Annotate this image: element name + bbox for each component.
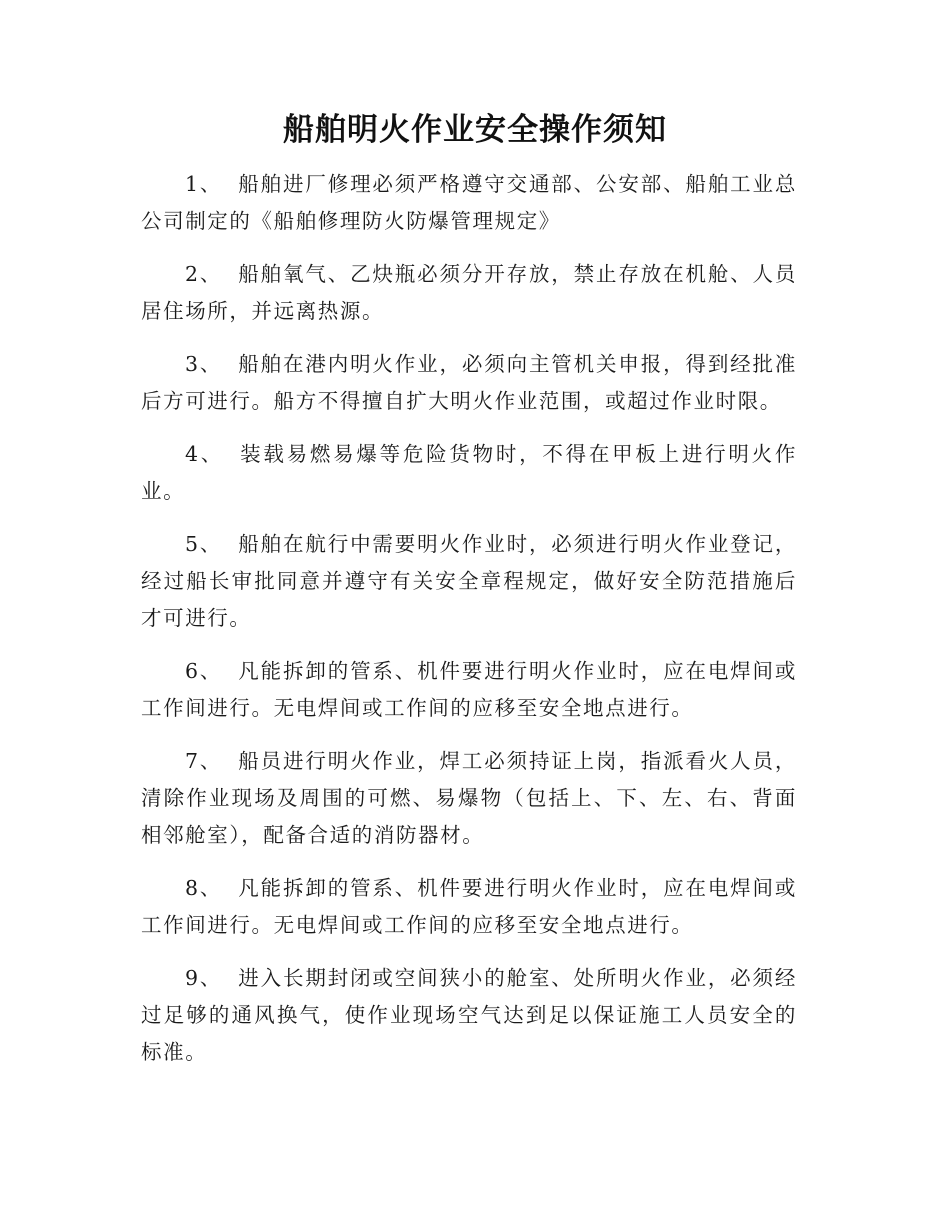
clause-6 [141, 653, 797, 727]
document-body [141, 166, 797, 1087]
clause-text: 船舶在航行中需要明火作业时，必须进行明火作业登记，经过船长审批同意并遵守有关安全章程规定，做好安全防范措施后才可进行。 [141, 532, 797, 630]
clause-text: 装载易燃易爆等危险货物时，不得在甲板上进行明火作业。 [141, 442, 797, 503]
clause-number: 4、 [185, 442, 225, 466]
clause-number: 6、 [185, 659, 223, 683]
clause-number: 8、 [185, 876, 223, 900]
clause-number: 3、 [185, 352, 223, 376]
clause-text: 船舶进厂修理必须严格遵守交通部、公安部、船舶工业总公司制定的《船舶修理防火防爆管理规定》 [141, 172, 797, 233]
clause-text: 凡能拆卸的管系、机件要进行明火作业时，应在电焊间或工作间进行。无电焊间或工作间的应移至安全地点进行。 [141, 659, 797, 720]
clause-number: 1、 [185, 172, 223, 196]
clause-9 [141, 960, 797, 1071]
document-title: 船舶明火作业安全操作须知 [283, 112, 667, 148]
clause-text: 进入长期封闭或空间狭小的舱室、处所明火作业，必须经过足够的通风换气，使作业现场空气达到足以保证施工人员安全的标准。 [141, 966, 797, 1064]
clause-text: 船员进行明火作业，焊工必须持证上岗，指派看火人员，清除作业现场及周围的可燃、易爆物（包括上、下、左、右、背面相邻舱室），配备合适的消防器材。 [141, 749, 797, 847]
clause-number: 5、 [185, 532, 223, 556]
clause-number: 2、 [185, 262, 223, 286]
clause-text: 船舶氧气、乙炔瓶必须分开存放，禁止存放在机舱、人员居住场所，并远离热源。 [141, 262, 797, 323]
clause-5 [141, 526, 797, 637]
clause-4 [141, 436, 797, 510]
clause-7 [141, 743, 797, 854]
clause-number: 7、 [185, 749, 223, 773]
clause-2 [141, 256, 797, 330]
clause-3 [141, 346, 797, 420]
clause-text: 凡能拆卸的管系、机件要进行明火作业时，应在电焊间或工作间进行。无电焊间或工作间的应移至安全地点进行。 [141, 876, 797, 937]
clause-1 [141, 166, 797, 240]
clause-text: 船舶在港内明火作业，必须向主管机关申报，得到经批准后方可进行。船方不得擅自扩大明火作业范围，或超过作业时限。 [141, 352, 797, 413]
clause-8 [141, 870, 797, 944]
clause-number: 9、 [185, 966, 223, 990]
